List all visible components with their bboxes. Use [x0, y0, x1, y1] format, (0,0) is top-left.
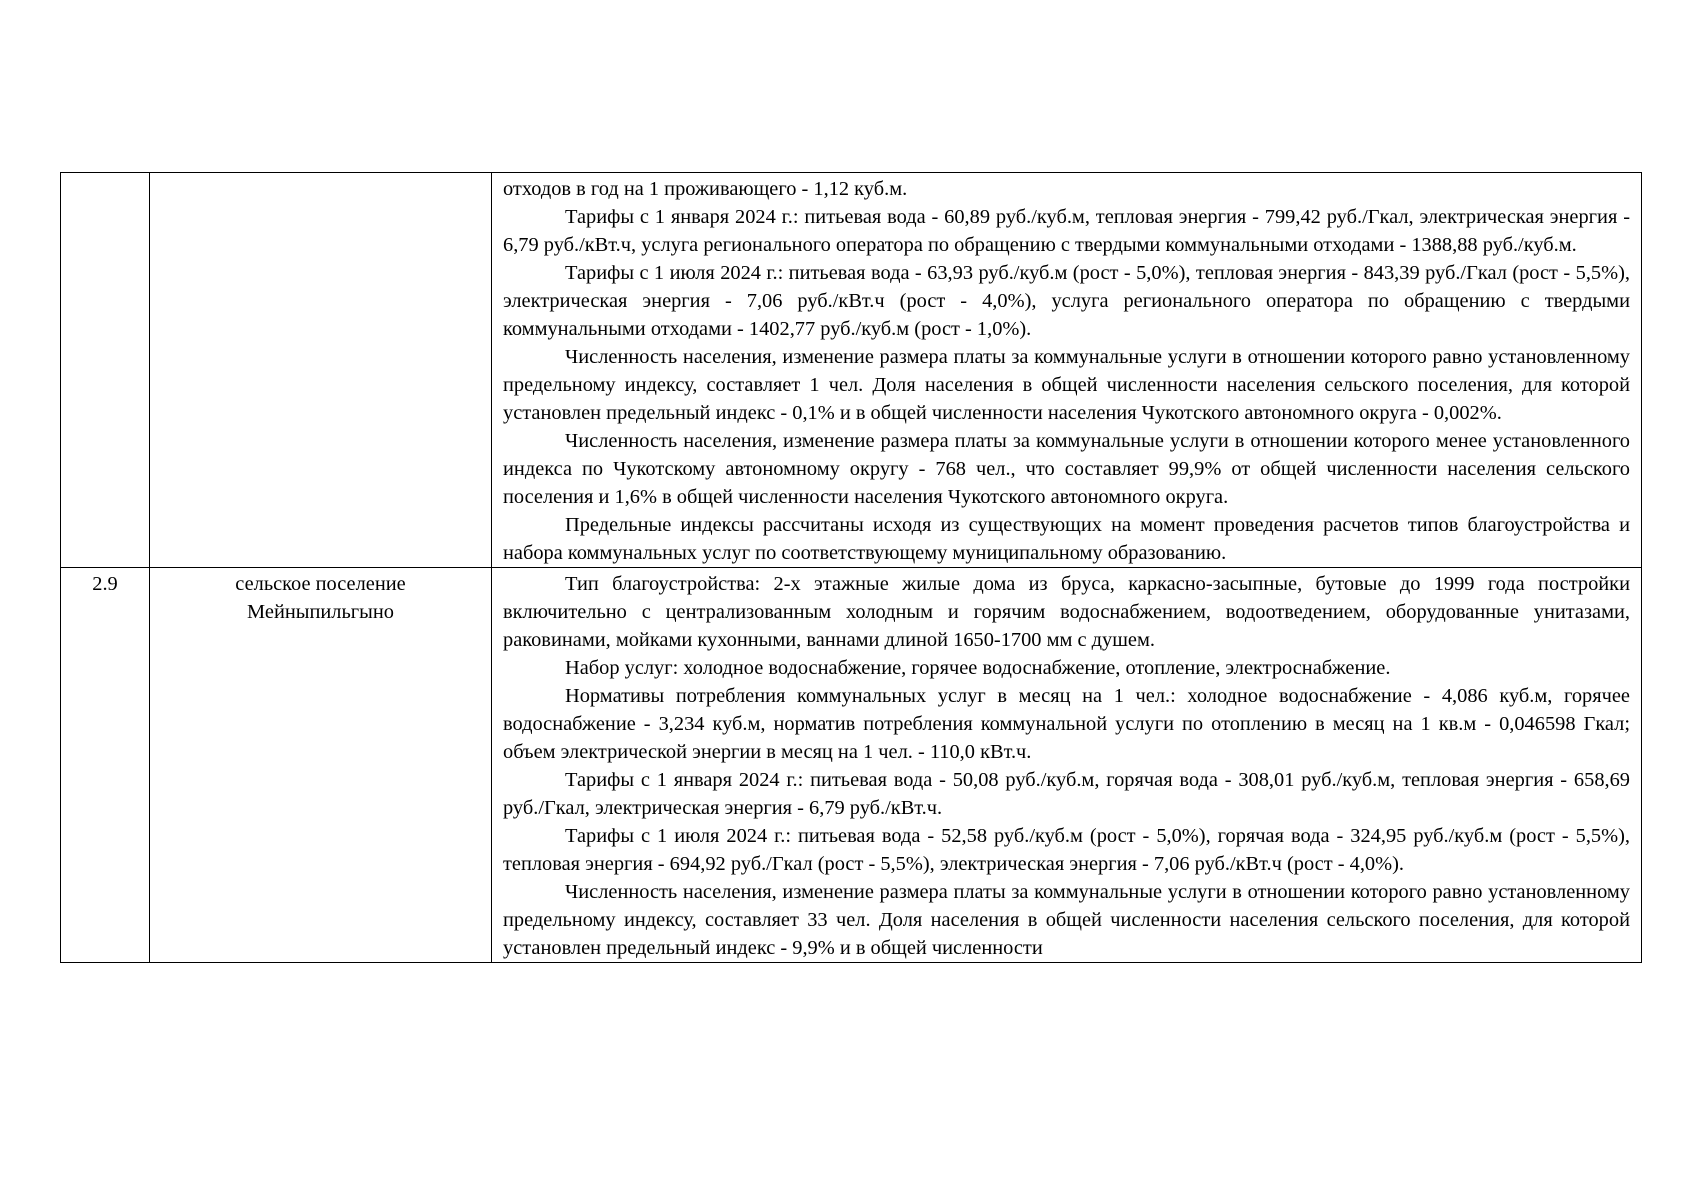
settlement-name-cell: [150, 173, 492, 568]
description-cell: [492, 173, 1642, 568]
paragraph: Тарифы с 1 июля 2024 г.: питьевая вода - 63,93 руб./куб.м (рост - 5,0%), тепловая энергия - 843,39 руб./Гкал (рост - 5,5%), электрическая энергия - 7,06 руб./кВт.ч (рост - 4,0%), услуга регионального оператора по обращению с твердыми коммунальными отходами - 1402,77 руб./куб.м (рост - 1,0%).: [503, 262, 1630, 340]
paragraph: Численность населения, изменение размера платы за коммунальные услуги в отношении которого равно установленному предельному индексу, составляет 1 чел. Доля населения в общей численности населения сельского поселения, для которой установлен предельный индекс - 0,1% и в общей численности населения Чукотского автономного округа - 0,002%.: [503, 346, 1630, 424]
row-number-cell: [61, 568, 150, 963]
tariff-table: [60, 172, 1642, 963]
paragraph: Тарифы с 1 января 2024 г.: питьевая вода - 50,08 руб./куб.м, горячая вода - 308,01 руб./куб.м, тепловая энергия - 658,69 руб./Гкал, электрическая энергия - 6,79 руб./кВт.ч.: [503, 769, 1630, 819]
paragraph: отходов в год на 1 проживающего - 1,12 куб.м.: [503, 178, 908, 200]
paragraph: Набор услуг: холодное водоснабжение, горячее водоснабжение, отопление, электроснабжение.: [565, 657, 1391, 679]
paragraph: Тарифы с 1 июля 2024 г.: питьевая вода - 52,58 руб./куб.м (рост - 5,0%), горячая вода - 324,95 руб./куб.м (рост - 5,5%), тепловая энергия - 694,92 руб./Гкал (рост - 5,5%), электрическая энергия - 7,06 руб./кВт.ч (рост - 4,0%).: [503, 825, 1630, 875]
paragraph: Численность населения, изменение размера платы за коммунальные услуги в отношении которого менее установленного индекса по Чукотскому автономному округу - 768 чел., что составляет 99,9% от общей численности населения сельского поселения и 1,6% в общей численности населения Чукотского автономного округа.: [503, 430, 1630, 508]
row-number: [61, 173, 149, 175]
settlement-name-cell: [150, 568, 492, 963]
paragraph: Численность населения, изменение размера платы за коммунальные услуги в отношении которого равно установленному предельному индексу, составляет 33 чел. Доля населения в общей численности населения сельского поселения, для которой установлен предельный индекс - 9,9% и в общей численности: [503, 881, 1630, 959]
settlement-name-line: сельское поселение: [235, 573, 406, 595]
description-cell: [492, 568, 1642, 963]
settlement-name-line: Мейныпильгыно: [247, 601, 394, 623]
paragraph: Предельные индексы рассчитаны исходя из существующих на момент проведения расчетов типов благоустройства и набора коммунальных услуг по соответствующему муниципальному образованию.: [503, 514, 1630, 564]
paragraph: Тип благоустройства: 2-х этажные жилые дома из бруса, каркасно-засыпные, бутовые до 1999 года постройки включительно с централизованным холодным и горячим водоснабжением, водоотведением, оборудованные унитазами, раковинами, мойками кухонными, ваннами длиной 1650-1700 мм с душем.: [503, 573, 1630, 651]
table-row: [61, 173, 1642, 568]
paragraph: Тарифы с 1 января 2024 г.: питьевая вода - 60,89 руб./куб.м, тепловая энергия - 799,42 руб./Гкал, электрическая энергия - 6,79 руб./кВт.ч, услуга регионального оператора по обращению с твердыми коммунальными отходами - 1388,88 руб./куб.м.: [503, 206, 1630, 256]
row-number-cell: [61, 173, 150, 568]
paragraph: Нормативы потребления коммунальных услуг в месяц на 1 чел.: холодное водоснабжение - 4,086 куб.м, горячее водоснабжение - 3,234 куб.м, норматив потребления коммунальной услуги по отоплению в месяц на 1 кв.м - 0,046598 Гкал; объем электрической энергии в месяц на 1 чел. - 110,0 кВт.ч.: [503, 685, 1630, 763]
row-number: 2.9: [92, 573, 118, 595]
settlement-name: [150, 173, 491, 175]
table-row: [61, 568, 1642, 963]
